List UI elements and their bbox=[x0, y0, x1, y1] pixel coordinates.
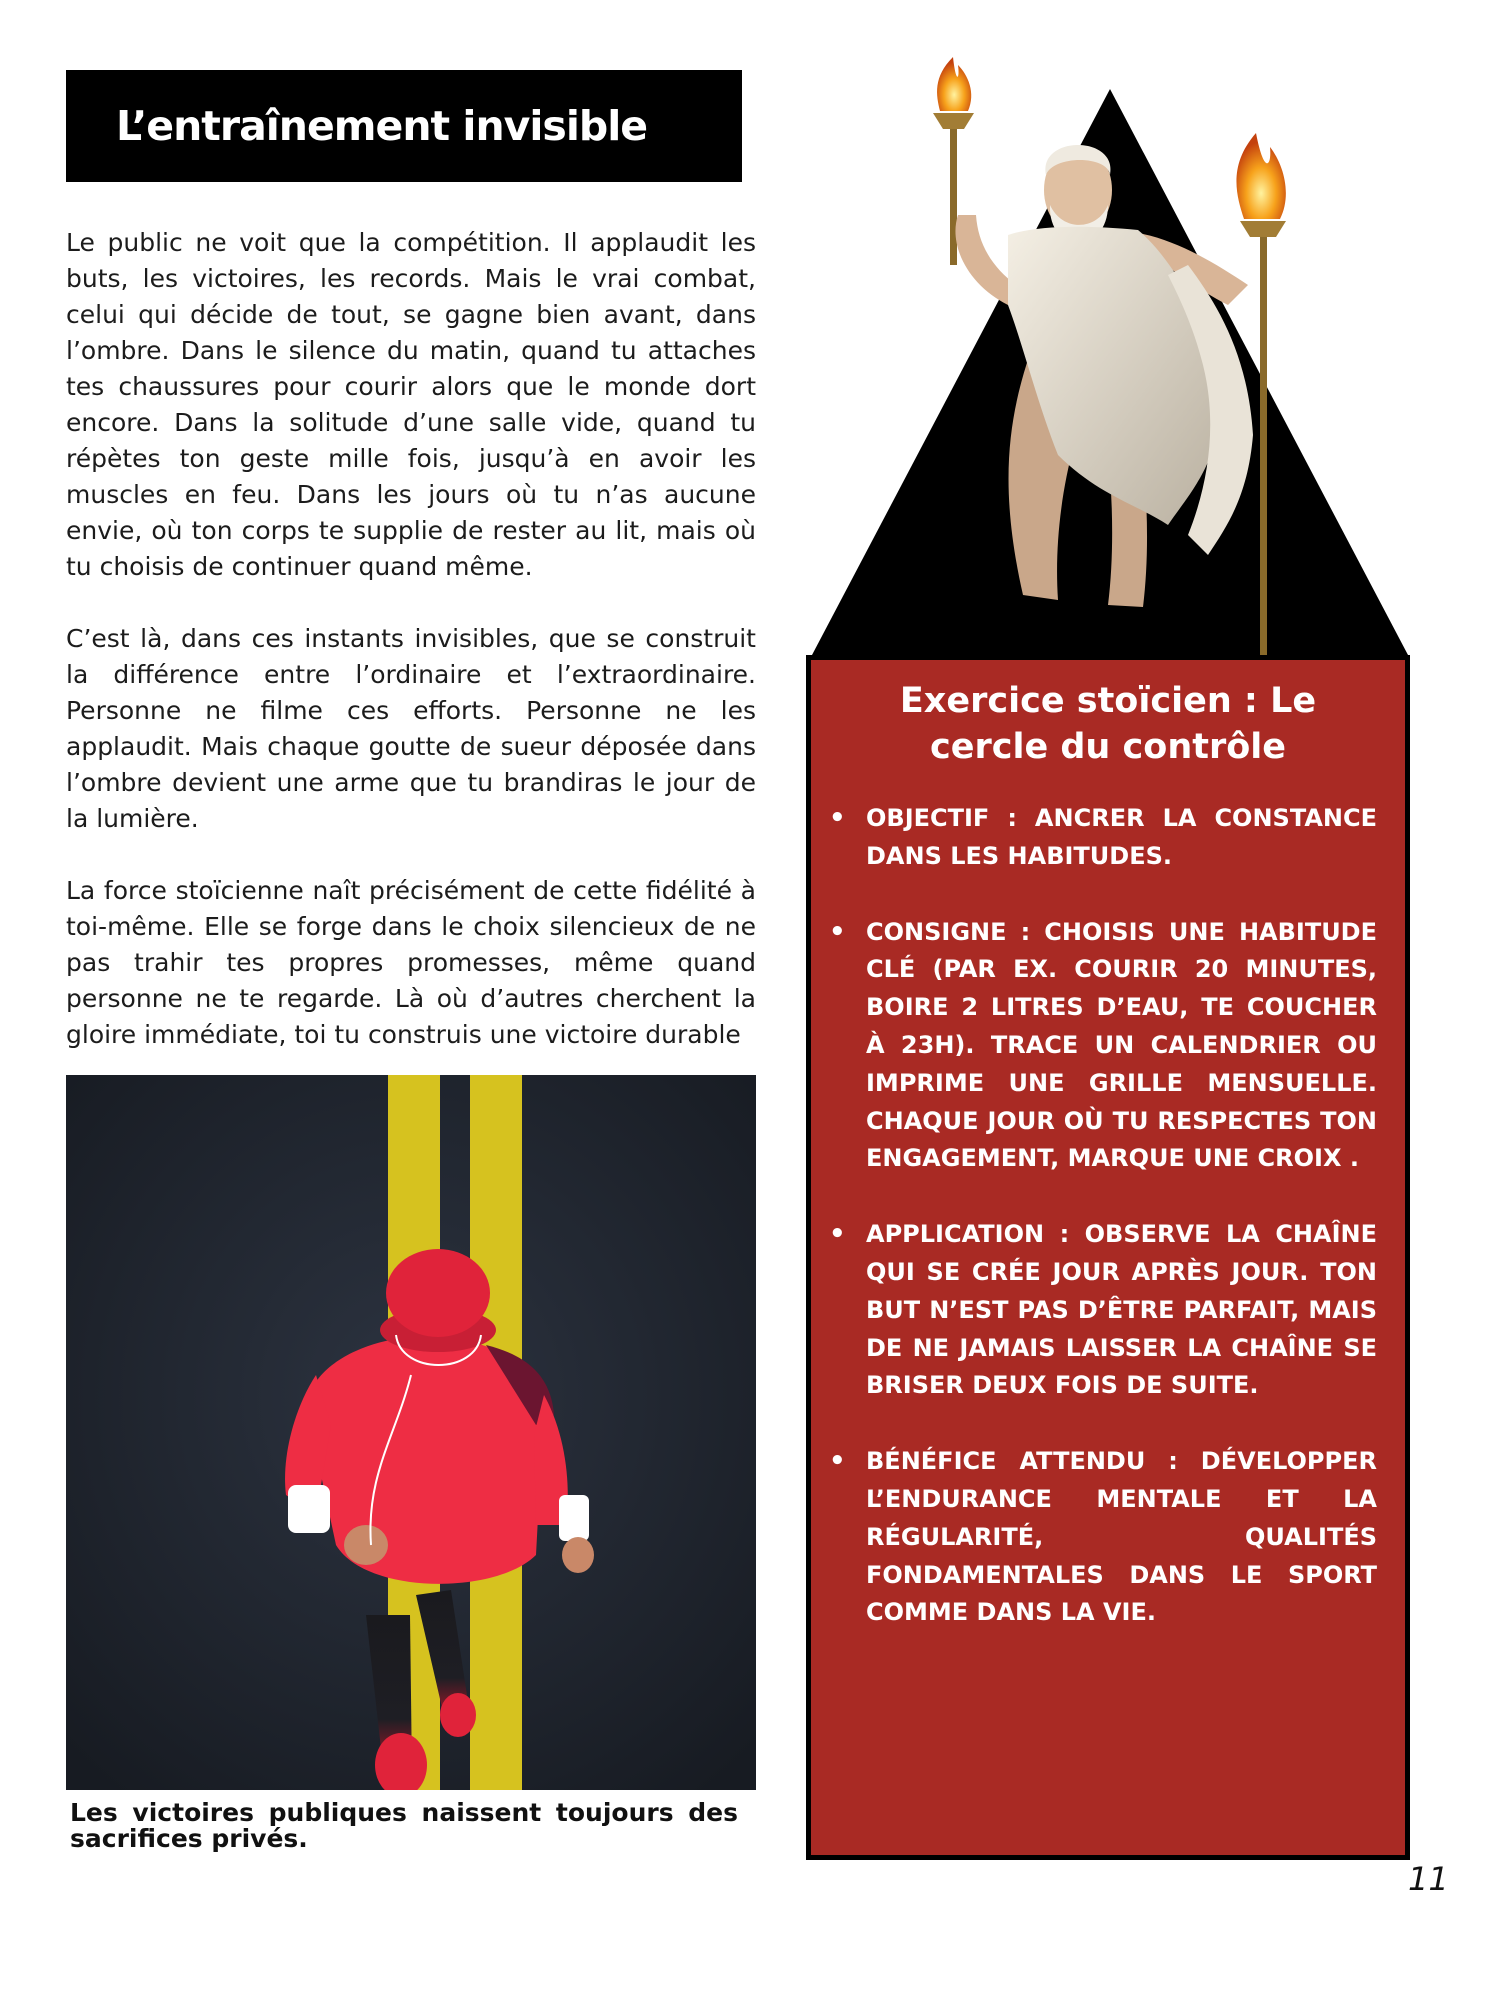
exercise-item-benefit bbox=[829, 1443, 1377, 1632]
exercise-item-text: APPLICATION : OBSERVE LA CHAÎNE QUI SE CRÉE JOUR APRÈS JOUR. TON BUT N’EST PAS D’ÊTRE PARFAIT, MAIS DE NE JAMAIS LAISSER LA CHAÎNE SE BRISER DEUX FOIS DE SUITE. bbox=[866, 1220, 1377, 1400]
article-paragraph: Le public ne voit que la compétition. Il applaudit les buts, les victoires, les records. Mais le vrai combat, celui qui décide de tout, se gagne bien avant, dans l’ombre. Dans le silence du matin, quand tu attaches tes chaussures pour courir alors que le monde dort encore. Dans la solitude d’une salle vide, quand tu répètes ton geste mille fois, jusqu’à en avoir les muscles en feu. Dans les jours où tu n’as aucune envie, où ton corps te supplie de rester au lit, mais où tu choisis de continuer quand même. bbox=[66, 228, 756, 581]
statue-triangle-art bbox=[808, 55, 1412, 655]
stoic-exercise-panel bbox=[806, 655, 1410, 1860]
bullet-icon: • bbox=[829, 803, 846, 833]
exercise-title: Exercice stoïcien : Le cercle du contrôle bbox=[899, 681, 1317, 767]
page-number: 11 bbox=[1408, 1860, 1449, 1898]
exercise-item-text: OBJECTIF : ANCRER LA CONSTANCE DANS LES HABITUDES. bbox=[866, 804, 1377, 870]
greek-statue-illustration bbox=[808, 55, 1412, 655]
exercise-item-text: CONSIGNE : CHOISIS UNE HABITUDE CLÉ (PAR EX. COURIR 20 MINUTES, BOIRE 2 LITRES D’EAU, TE COUCHER À 23H). TRACE UN CALENDRIER OU IMPRIME UNE GRILLE MENSUELLE. CHAQUE JOUR OÙ TU RESPECTES TON ENGAGEMENT, MARQUE UNE CROIX . bbox=[866, 917, 1377, 1173]
exercise-item-application bbox=[829, 1216, 1377, 1405]
page-title-banner bbox=[66, 70, 742, 182]
exercise-item-text: BÉNÉFICE ATTENDU : DÉVELOPPER L’ENDURANCE MENTALE ET LA RÉGULARITÉ, QUALITÉS FONDAMENTALES DANS LE SPORT COMME DANS LA VIE. bbox=[866, 1447, 1377, 1627]
article-paragraph: C’est là, dans ces instants invisibles, que se construit la différence entre l’ordinaire et l’extraordinaire. Personne ne filme ces efforts. Personne ne les applaudit. Mais chaque goutte de sueur déposée dans l’ombre devient une arme que tu brandiras le jour de la lumière. bbox=[66, 624, 756, 833]
article-body bbox=[66, 225, 756, 1089]
article-paragraph: La force stoïcienne naît précisément de cette fidélité à toi-même. Elle se forge dans le choix silencieux de ne pas trahir tes propres promesses, même quand personne ne te regarde. Là où d’autres cherchent la gloire immédiate, toi tu construis une victoire durable bbox=[66, 876, 756, 1049]
photo-caption: Les victoires publiques naissent toujours des sacrifices privés. bbox=[70, 1798, 738, 1853]
bullet-icon: • bbox=[829, 916, 846, 947]
exercise-item-instruction bbox=[829, 914, 1377, 1179]
exercise-list bbox=[829, 800, 1377, 1632]
exercise-item-objective bbox=[829, 800, 1377, 876]
runner-illustration bbox=[66, 1075, 756, 1790]
page-title: L’entraînement invisible bbox=[116, 102, 648, 150]
bullet-icon: • bbox=[829, 1219, 846, 1250]
bullet-icon: • bbox=[829, 1446, 846, 1477]
runner-photo bbox=[66, 1075, 756, 1790]
